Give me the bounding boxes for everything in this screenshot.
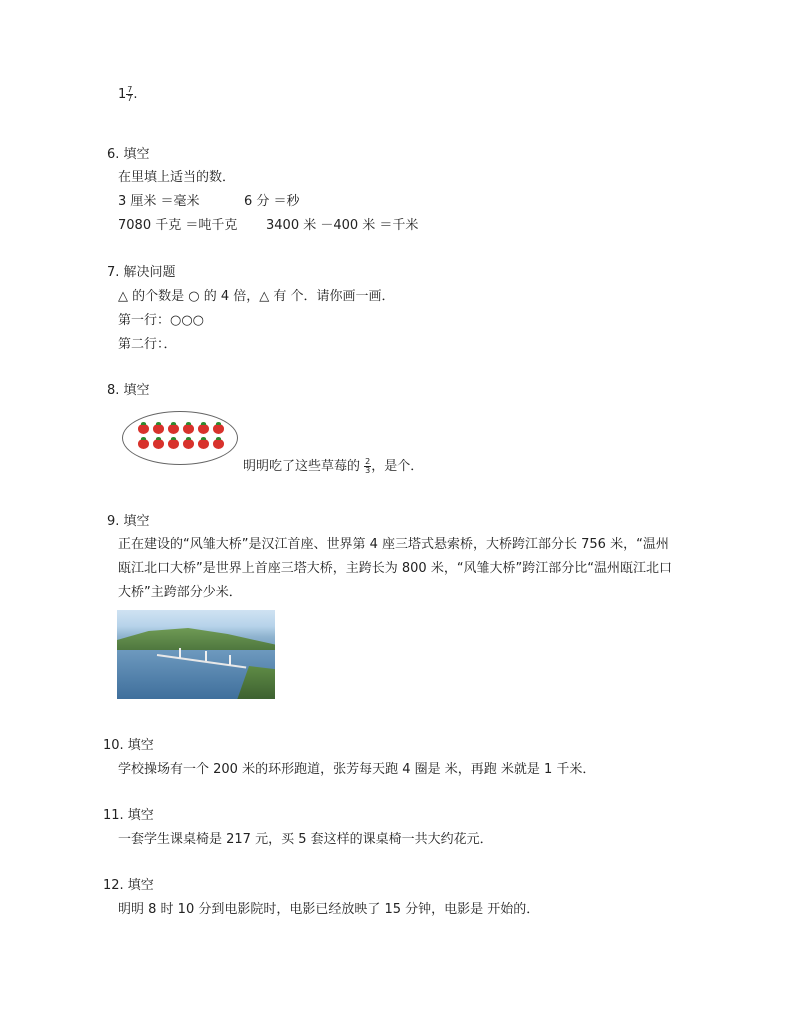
q10-title: 10. 填空 [103,738,154,753]
q7-row-one: 第一行：○○○ [118,313,205,328]
q12-question: 明明 8 时 10 分到电影院时，电影已经放映了 15 分钟，电影是 开始的． [118,902,540,917]
bridge-photo [117,610,275,699]
strawberry-icon [168,439,179,449]
q6-instruction: 在里填上适当的数． [118,170,236,185]
q6-item-meters: 3400 米 －400 米 ＝千米 [266,218,419,233]
q5-whole: 1 [118,87,127,102]
strawberry-icon [213,439,224,449]
strawberry-icon [213,424,224,434]
q5-fraction: $\frac{7}{7}$ [127,85,133,103]
q7-title: 7. 解决问题 [107,265,176,280]
strawberry-icon [153,439,164,449]
q12-title: 12. 填空 [103,878,154,893]
strawberry-icon [183,439,194,449]
q8-question: 明明吃了这些草莓的 $\frac{2}{3}$ ，是个． [243,457,424,475]
q11-question: 一套学生课桌椅是 217 元，买 5 套这样的课桌椅一共大约花元． [118,832,493,847]
q9-text-line-2: 瓯江北口大桥”是世界上首座三塔大桥，主跨长为 800 米，“风雏大桥”跨江部分比“温州瓯江北口 [118,561,673,576]
strawberry-icon [138,424,149,434]
q11-title: 11. 填空 [103,808,154,823]
q7-question: △ 的个数是 ○ 的 4 倍，△ 有 个．请你画一画． [118,289,395,304]
q8-title: 8. 填空 [107,383,150,398]
q5-answer-tail: 1 $\frac{7}{7}$ . [118,85,138,103]
q7-row-two: 第二行：． [118,337,177,352]
strawberry-icon [153,424,164,434]
strawberry-icon [198,439,209,449]
q6-item-kg: 7080 千克 ＝吨千克 [118,218,238,233]
strawberry-icon [183,424,194,434]
q9-text-line-3: 大桥”主跨部分少米． [118,585,242,600]
q9-title: 9. 填空 [107,514,150,529]
q6-item-cm: 3 厘米 ＝毫米 [118,194,200,209]
q10-question: 学校操场有一个 200 米的环形跑道，张芳每天跑 4 圈是 米，再跑 米就是 1 千米． [118,762,596,777]
strawberry-icon [168,424,179,434]
q9-text-line-1: 正在建设的“风雏大桥”是汉江首座、世界第 4 座三塔式悬索桥，大桥跨江部分长 756 米，“温州 [118,537,669,552]
q6-item-minutes: 6 分 ＝秒 [244,194,300,209]
strawberry-icon [138,439,149,449]
q8-fraction: $\frac{2}{3}$ [365,457,371,475]
q6-title: 6. 填空 [107,147,150,162]
strawberry-icon [198,424,209,434]
